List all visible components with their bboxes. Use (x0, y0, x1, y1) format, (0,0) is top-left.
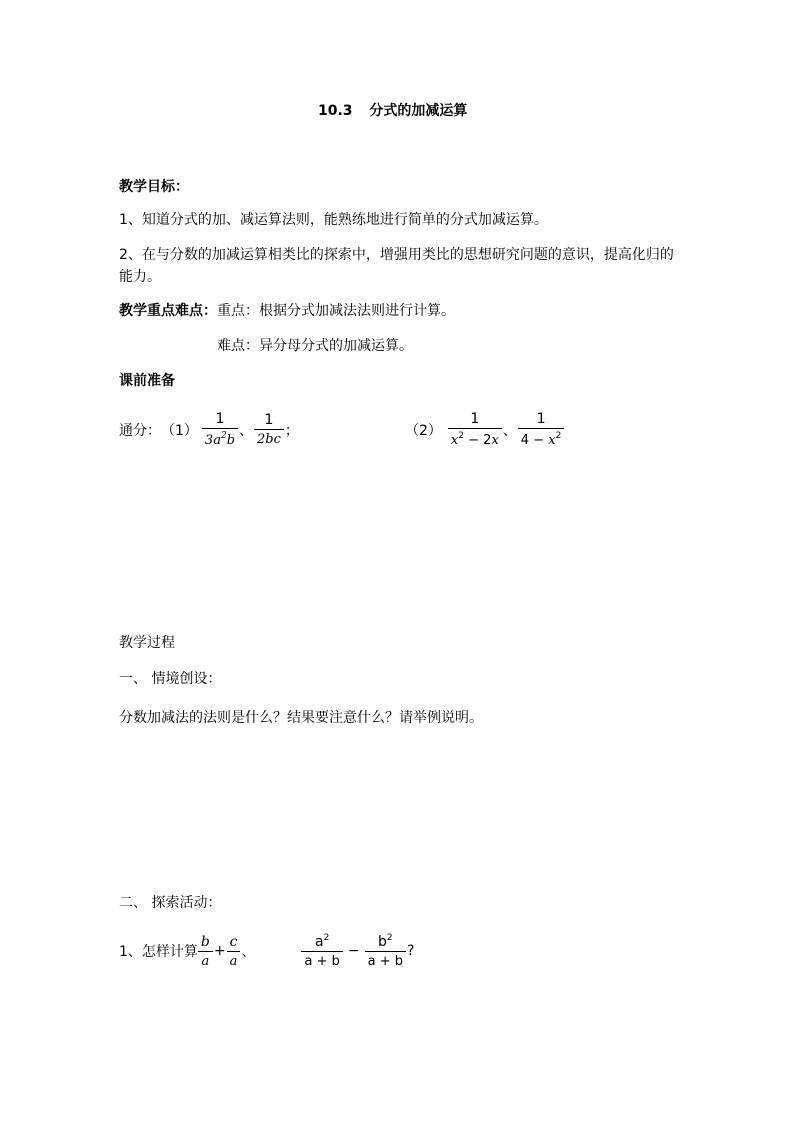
separator: 、 (241, 944, 256, 960)
fraction-1-over-3a2b (202, 412, 238, 447)
fraction-a2-over-a-plus-b (301, 934, 342, 968)
separator: 、 (502, 422, 517, 439)
separator: ； (284, 422, 299, 439)
section-1-question: 分数加减法的法则是什么？结果要注意什么？请举例说明。 (119, 710, 483, 726)
fraction-numerator: $b^2$ (377, 933, 393, 950)
fraction-numerator: b (200, 933, 210, 950)
section-2-heading: 二、 探索活动： (119, 895, 222, 911)
minus-sign: − (347, 943, 360, 959)
key-points-row (119, 300, 455, 320)
fraction-denominator: $x^2 - 2x$ (450, 431, 499, 448)
separator: 、 (239, 422, 254, 439)
fraction-numerator: 1 (264, 412, 274, 428)
section-1-heading: 一、 情境创设： (119, 671, 222, 687)
process-heading: 教学过程 (119, 635, 175, 651)
preparation-exercise-1 (119, 412, 300, 447)
title-number: 10.3 (318, 103, 353, 119)
question-1-label: 1、怎样计算 (119, 944, 198, 960)
objectives-heading: 教学目标： (119, 179, 189, 195)
exploration-question-1 (119, 934, 415, 968)
question-mark: ? (406, 943, 415, 959)
fraction-numerator: c (229, 933, 238, 950)
fraction-numerator: 1 (215, 411, 225, 427)
objective-item-1: 1、知道分式的加、减运算法则，能熟练地进行简单的分式加减运算。 (119, 212, 548, 228)
fraction-c-over-a (227, 935, 241, 968)
preparation-exercise-2 (405, 412, 564, 447)
fraction-1-over-2bc (254, 413, 284, 446)
plus-sign: + (213, 943, 226, 959)
fraction-1-over-x2-minus-2x (448, 412, 502, 447)
page-title (318, 100, 467, 120)
fraction-denominator: $4 - x^2$ (520, 431, 562, 448)
objective-item-2-line-2: 能力。 (119, 269, 161, 285)
fraction-denominator: a + b (367, 954, 403, 969)
fraction-denominator: $3a^2b$ (204, 431, 236, 448)
fraction-denominator: 2bc (257, 432, 281, 447)
fraction-b-over-a (198, 935, 213, 968)
preparation-heading: 课前准备 (119, 373, 175, 389)
objective-item-2-line-1: 2、在与分数的加减运算相类比的探索中，增强用类比的思想研究问题的意识，提高化归的 (119, 247, 674, 263)
part1-label: （1） (161, 422, 198, 439)
fraction-1-over-4-minus-x2 (518, 412, 565, 447)
fraction-numerator: 1 (470, 411, 480, 427)
preparation-label: 通分： (119, 422, 161, 439)
fraction-denominator: a (201, 953, 210, 969)
key-points-heading: 教学重点难点： (119, 303, 217, 319)
title-text: 分式的加减运算 (369, 103, 468, 119)
fraction-numerator: $a^2$ (315, 933, 330, 950)
fraction-denominator: a + b (304, 954, 340, 969)
fraction-numerator: 1 (536, 411, 546, 427)
difficult-point: 难点：异分母分式的加减运算。 (217, 338, 413, 354)
key-point: 重点：根据分式加减法法则进行计算。 (217, 303, 455, 319)
part2-label: （2） (405, 422, 442, 439)
fraction-b2-over-a-plus-b (365, 934, 406, 968)
fraction-denominator: a (229, 953, 238, 969)
